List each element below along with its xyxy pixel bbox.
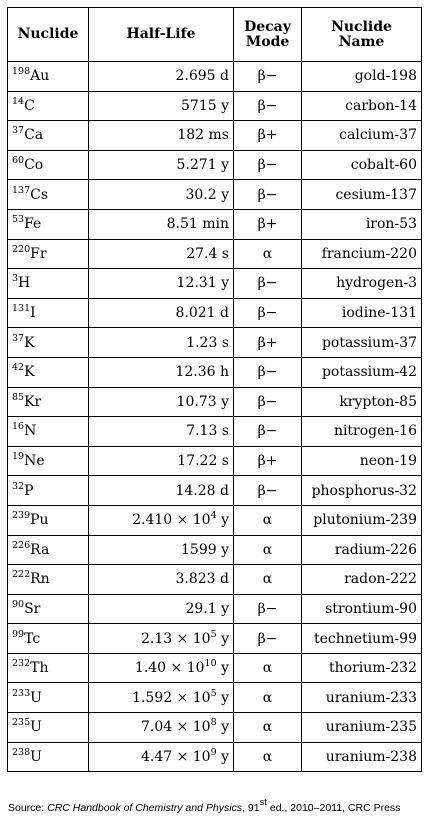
nuclide-name-cell: carbon-14 <box>302 91 422 121</box>
half-life-value: 2.13 × 10 <box>140 630 211 647</box>
half-life-value: 8.021 d <box>175 305 229 322</box>
table-header <box>8 8 422 62</box>
decay-mode-cell: β− <box>234 417 302 447</box>
half-life-table <box>7 7 422 772</box>
header-half-life: Half-Life <box>89 8 234 62</box>
table-row <box>8 91 422 121</box>
mass-number: 32 <box>12 480 25 492</box>
nuclide-name-cell: iodine-131 <box>302 298 422 328</box>
nuclide-cell <box>8 505 89 535</box>
element-symbol: P <box>24 482 34 499</box>
mass-number: 99 <box>12 628 25 640</box>
half-life-value: 12.36 h <box>175 364 229 381</box>
half-life-value: 182 ms <box>177 127 229 144</box>
half-life-cell <box>89 328 234 358</box>
half-life-cell <box>89 209 234 239</box>
half-life-exponent: 5 <box>210 687 217 699</box>
mass-number: 85 <box>12 391 25 403</box>
element-symbol: Ne <box>24 453 45 470</box>
half-life-value: 2.695 d <box>175 68 229 85</box>
mass-number: 90 <box>12 598 25 610</box>
decay-mode-cell: β− <box>234 269 302 299</box>
mass-number: 53 <box>12 214 25 226</box>
table-row <box>8 209 422 239</box>
table-row <box>8 298 422 328</box>
table-row <box>8 357 422 387</box>
half-life-cell <box>89 180 234 210</box>
nuclide-cell <box>8 683 89 713</box>
table-row <box>8 476 422 506</box>
half-life-value: 4.47 × 10 <box>140 748 211 765</box>
element-symbol: Pu <box>30 512 49 529</box>
half-life-cell <box>89 505 234 535</box>
table-row <box>8 505 422 535</box>
nuclide-name-cell: uranium-238 <box>302 742 422 772</box>
decay-mode-cell: β− <box>234 62 302 92</box>
source-citation: Source: CRC Handbook of Chemistry and Physics, 91st ed., 2010–2011, CRC Press <box>8 797 401 814</box>
half-life-cell <box>89 535 234 565</box>
half-life-cell <box>89 742 234 772</box>
element-symbol: Co <box>24 157 44 174</box>
nuclide-cell <box>8 653 89 683</box>
table-row <box>8 417 422 447</box>
decay-mode-cell: α <box>234 653 302 683</box>
nuclide-cell <box>8 565 89 595</box>
half-life-cell <box>89 387 234 417</box>
mass-number: 37 <box>12 332 25 344</box>
element-symbol: Kr <box>24 393 42 410</box>
nuclide-name-cell: strontium-90 <box>302 594 422 624</box>
nuclide-name-cell: plutonium-239 <box>302 505 422 535</box>
nuclide-name-cell: potassium-37 <box>302 328 422 358</box>
table-row <box>8 62 422 92</box>
nuclide-name-cell: uranium-235 <box>302 713 422 743</box>
element-symbol: Sr <box>24 600 41 617</box>
nuclide-cell <box>8 121 89 151</box>
element-symbol: Cs <box>30 186 49 203</box>
header-nuclide-name: Nuclide Name <box>302 8 422 62</box>
nuclide-name-cell: krypton-85 <box>302 387 422 417</box>
half-life-value: 5715 y <box>181 97 229 114</box>
element-symbol: Th <box>30 660 49 677</box>
decay-mode-cell: α <box>234 535 302 565</box>
nuclide-name-cell: nitrogen-16 <box>302 417 422 447</box>
nuclide-cell <box>8 476 89 506</box>
mass-number: 137 <box>12 184 31 196</box>
nuclide-name-cell: cobalt-60 <box>302 150 422 180</box>
element-symbol: Tc <box>24 630 41 647</box>
mass-number: 198 <box>12 66 31 78</box>
half-life-value: 10.73 y <box>176 393 229 410</box>
half-life-cell <box>89 594 234 624</box>
nuclide-cell <box>8 91 89 121</box>
half-life-value: 27.4 s <box>186 245 229 262</box>
half-life-cell <box>89 150 234 180</box>
mass-number: 226 <box>12 539 31 551</box>
nuclide-cell <box>8 328 89 358</box>
table-row <box>8 387 422 417</box>
element-symbol: Fr <box>30 245 47 262</box>
nuclide-cell <box>8 180 89 210</box>
decay-mode-cell: β− <box>234 387 302 417</box>
mass-number: 238 <box>12 746 31 758</box>
table-row <box>8 535 422 565</box>
half-life-value: 7.04 × 10 <box>140 719 211 736</box>
half-life-cell <box>89 683 234 713</box>
element-symbol: N <box>24 423 37 440</box>
decay-mode-cell: β− <box>234 357 302 387</box>
decay-mode-cell: β+ <box>234 328 302 358</box>
nuclide-cell <box>8 713 89 743</box>
element-symbol: Au <box>30 68 50 85</box>
nuclide-name-cell: iron-53 <box>302 209 422 239</box>
element-symbol: K <box>24 334 35 351</box>
half-life-value: 17.22 s <box>177 453 229 470</box>
nuclide-name-cell: technetium-99 <box>302 624 422 654</box>
mass-number: 16 <box>12 421 25 433</box>
table-row <box>8 565 422 595</box>
nuclide-cell <box>8 624 89 654</box>
nuclide-name-cell: cesium-137 <box>302 180 422 210</box>
half-life-cell <box>89 713 234 743</box>
half-life-cell <box>89 476 234 506</box>
nuclide-name-cell: radium-226 <box>302 535 422 565</box>
decay-mode-cell: β+ <box>234 209 302 239</box>
half-life-unit: y <box>216 719 229 736</box>
half-life-value: 12.31 y <box>176 275 229 292</box>
mass-number: 239 <box>12 510 31 522</box>
half-life-value: 2.410 × 10 <box>132 512 211 529</box>
decay-mode-cell: β+ <box>234 446 302 476</box>
nuclide-cell <box>8 62 89 92</box>
half-life-exponent: 4 <box>210 510 217 522</box>
table-row <box>8 683 422 713</box>
mass-number: 14 <box>12 95 25 107</box>
table-row <box>8 446 422 476</box>
nuclide-name-cell: calcium-37 <box>302 121 422 151</box>
decay-mode-cell: α <box>234 683 302 713</box>
half-life-value: 1.23 s <box>186 334 229 351</box>
half-life-unit: y <box>216 660 229 677</box>
half-life-cell <box>89 121 234 151</box>
half-life-unit: y <box>216 748 229 765</box>
table-row <box>8 742 422 772</box>
nuclide-cell <box>8 150 89 180</box>
half-life-cell <box>89 298 234 328</box>
decay-mode-cell: β+ <box>234 121 302 151</box>
half-life-value: 1599 y <box>181 541 229 558</box>
decay-mode-cell: β− <box>234 594 302 624</box>
nuclide-name-cell: potassium-42 <box>302 357 422 387</box>
header-nuclide: Nuclide <box>8 8 89 62</box>
nuclide-cell <box>8 742 89 772</box>
nuclide-cell <box>8 387 89 417</box>
table-row <box>8 269 422 299</box>
element-symbol: U <box>30 719 42 736</box>
half-life-value: 29.1 y <box>185 600 229 617</box>
nuclide-cell <box>8 417 89 447</box>
half-life-value: 1.40 × 10 <box>134 660 205 677</box>
half-life-cell <box>89 269 234 299</box>
table-row <box>8 653 422 683</box>
half-life-unit: y <box>216 689 229 706</box>
header-decay-mode: Decay Mode <box>234 8 302 62</box>
nuclide-cell <box>8 239 89 269</box>
decay-mode-cell: β− <box>234 180 302 210</box>
element-symbol: U <box>30 748 42 765</box>
table-row <box>8 624 422 654</box>
decay-mode-cell: α <box>234 565 302 595</box>
element-symbol: I <box>30 305 36 322</box>
decay-mode-cell: α <box>234 742 302 772</box>
half-life-exponent: 9 <box>210 746 217 758</box>
half-life-table-container <box>7 7 421 772</box>
decay-mode-cell: β− <box>234 150 302 180</box>
half-life-exponent: 8 <box>210 717 217 729</box>
half-life-value: 8.51 min <box>166 216 229 233</box>
element-symbol: Rn <box>30 571 50 588</box>
mass-number: 235 <box>12 717 31 729</box>
half-life-unit: y <box>216 630 229 647</box>
element-symbol: Ca <box>24 127 44 144</box>
decay-mode-cell: α <box>234 505 302 535</box>
decay-mode-cell: β− <box>234 298 302 328</box>
table-row <box>8 180 422 210</box>
half-life-cell <box>89 62 234 92</box>
nuclide-cell <box>8 446 89 476</box>
half-life-cell <box>89 624 234 654</box>
nuclide-name-cell: hydrogen-3 <box>302 269 422 299</box>
half-life-cell <box>89 565 234 595</box>
mass-number: 60 <box>12 155 25 167</box>
nuclide-cell <box>8 209 89 239</box>
mass-number: 37 <box>12 125 25 137</box>
nuclide-cell <box>8 357 89 387</box>
half-life-value: 30.2 y <box>185 186 229 203</box>
nuclide-name-cell: gold-198 <box>302 62 422 92</box>
table-row <box>8 239 422 269</box>
mass-number: 220 <box>12 243 31 255</box>
element-symbol: U <box>30 689 42 706</box>
nuclide-cell <box>8 594 89 624</box>
mass-number: 222 <box>12 569 31 581</box>
half-life-cell <box>89 446 234 476</box>
decay-mode-cell: β− <box>234 91 302 121</box>
mass-number: 131 <box>12 303 31 315</box>
nuclide-cell <box>8 535 89 565</box>
half-life-value: 14.28 d <box>175 482 229 499</box>
header-row <box>8 8 422 62</box>
half-life-value: 7.13 s <box>186 423 229 440</box>
decay-mode-cell: α <box>234 713 302 743</box>
half-life-value: 1.592 × 10 <box>132 689 211 706</box>
half-life-cell <box>89 239 234 269</box>
nuclide-cell <box>8 269 89 299</box>
table-row <box>8 121 422 151</box>
half-life-value: 5.271 y <box>176 157 229 174</box>
nuclide-name-cell: thorium-232 <box>302 653 422 683</box>
nuclide-cell <box>8 298 89 328</box>
half-life-unit: y <box>216 512 229 529</box>
nuclide-name-cell: radon-222 <box>302 565 422 595</box>
half-life-cell <box>89 417 234 447</box>
nuclide-name-cell: uranium-233 <box>302 683 422 713</box>
table-row <box>8 713 422 743</box>
mass-number: 3 <box>12 273 19 285</box>
half-life-cell <box>89 357 234 387</box>
element-symbol: H <box>18 275 31 292</box>
element-symbol: Fe <box>24 216 42 233</box>
decay-mode-cell: β− <box>234 476 302 506</box>
decay-mode-cell: α <box>234 239 302 269</box>
nuclide-name-cell: phosphorus-32 <box>302 476 422 506</box>
table-row <box>8 150 422 180</box>
table-row <box>8 328 422 358</box>
half-life-exponent: 5 <box>210 628 217 640</box>
half-life-cell <box>89 653 234 683</box>
element-symbol: K <box>24 364 35 381</box>
mass-number: 19 <box>12 451 25 463</box>
table-row <box>8 594 422 624</box>
mass-number: 233 <box>12 687 31 699</box>
half-life-exponent: 10 <box>204 658 217 670</box>
element-symbol: C <box>24 97 35 114</box>
half-life-cell <box>89 91 234 121</box>
mass-number: 232 <box>12 658 31 670</box>
element-symbol: Ra <box>30 541 50 558</box>
half-life-value: 3.823 d <box>175 571 229 588</box>
nuclide-name-cell: francium-220 <box>302 239 422 269</box>
decay-mode-cell: β− <box>234 624 302 654</box>
nuclide-name-cell: neon-19 <box>302 446 422 476</box>
mass-number: 42 <box>12 362 25 374</box>
table-body <box>8 62 422 772</box>
